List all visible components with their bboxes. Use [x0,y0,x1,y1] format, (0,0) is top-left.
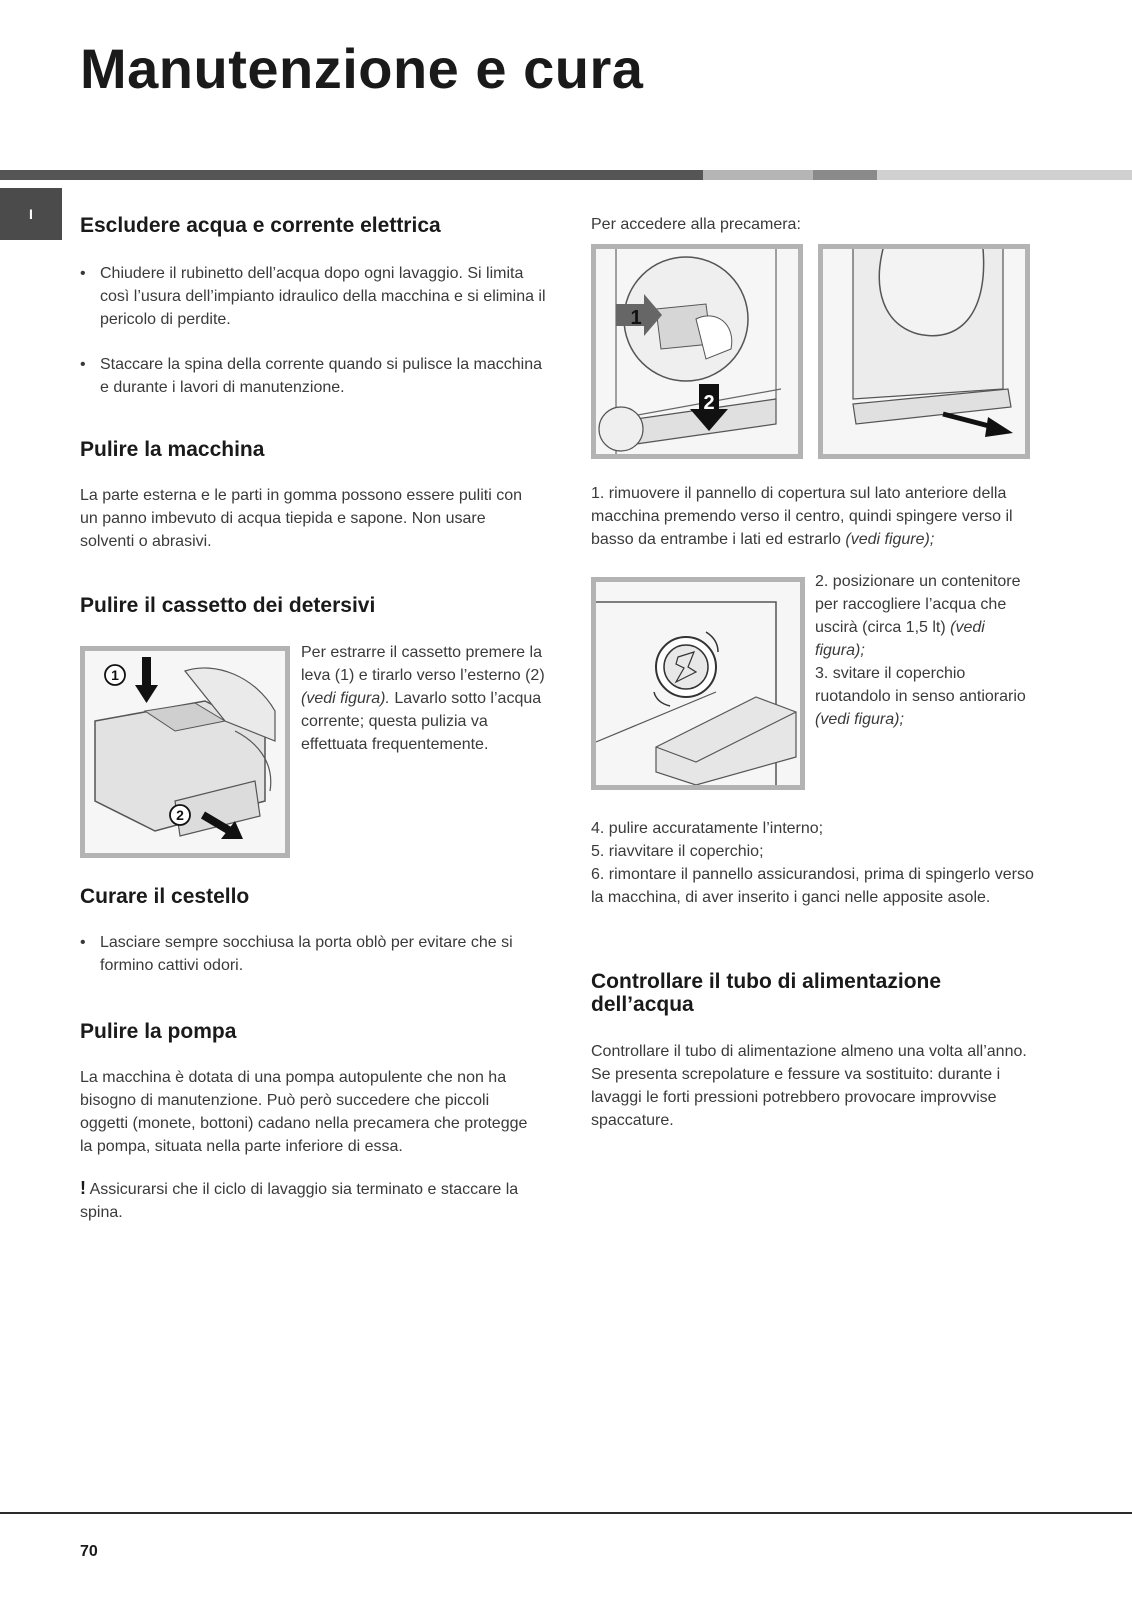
drawer-text-tail: Lavarlo sotto l’acqua corrente; questa pulizia va effettuata frequentemente. [301,690,542,753]
step-2-ref: (vedi figura); [815,619,985,659]
header-bar-light [703,170,813,180]
header-bar-dark [0,170,703,180]
steps-4-6-text [591,817,1036,909]
precamera-intro: Per accedere alla precamera: [591,216,801,233]
footer-rule [0,1512,1132,1514]
supply-hose-text: Controllare il tubo di alimentazione almeno una volta all’anno. Se presenta screpolature e fessure va sostituito: durante i lavaggi le forti pressioni potrebbero provocare improvvise spaccature. [591,1043,1027,1129]
warning-icon: ! [80,1178,86,1198]
pump-warning-text: Assicurarsi che il ciclo di lavaggio sia terminato e staccare la spina. [80,1181,519,1221]
step-3-main: 3. svitare il coperchio ruotandolo in senso antiorario [815,665,1026,705]
step-3-ref: (vedi figura); [815,711,904,728]
drum-care-list [80,931,540,999]
panel-label-1: 1 [630,307,642,329]
language-tab: I [0,188,62,240]
step-5-text: 5. riavvitare il coperchio; [591,843,764,860]
panel-label-2: 2 [703,392,715,414]
pump-cap-figure [591,577,805,790]
step-2-main: 2. posizionare un contenitore per raccogliere l’acqua che uscirà (circa 1,5 lt) [815,573,1021,636]
heading-detergent-drawer: Pulire il cassetto dei detersivi [80,594,376,617]
step-4-text: 4. pulire accuratamente l’interno; [591,820,824,837]
drawer-illustration [85,651,285,853]
list-item: • Chiudere il rubinetto dell’acqua dopo ogni lavaggio. Si limita così l’usura dell’impianto idraulico della macchina e si elimina il pericolo di perdite. [80,262,550,331]
clean-pump-text: La macchina è dotata di una pompa autopulente che non ha bisogno di manutenzione. Può però succedere che piccoli oggetti (monete, bottoni) cadano nella precamera che protegge la pompa, situata nella parte inferiore di essa. [80,1069,528,1155]
heading-clean-machine: Pulire la macchina [80,438,265,461]
drawer-label-2: 2 [176,807,184,823]
steps-2-3-text [815,570,1037,731]
list-item: • Lasciare sempre socchiusa la porta oblò per evitare che si formino cattivi odori. [80,931,540,977]
step-1-ref: (vedi figure); [845,531,935,548]
heading-water-power: Escludere acqua e corrente elettrica [80,214,441,237]
header-bar-pale [877,170,1132,180]
detergent-drawer-text [301,641,546,756]
clean-machine-text: La parte esterna e le parti in gomma possono essere puliti con un panno imbevuto di acqua tiepida e sapone. Non usare solventi o abrasivi. [80,487,523,550]
step-1-main: 1. rimuovere il pannello di copertura sul lato anteriore della macchina premendo verso il centro, quindi spingere verso il basso da entrambe i lati ed estrarlo [591,485,1013,548]
heading-drum-care: Curare il cestello [80,885,250,908]
header-bar-mid [813,170,877,180]
water-power-list [80,262,550,421]
page-title: Manutenzione e cura [80,37,644,100]
panel-pullout-illustration [823,249,1025,454]
drawer-text-ref: (vedi figura). [301,690,390,707]
detergent-drawer-figure [80,646,290,858]
panel-removal-figure-left [591,244,803,459]
step-6-text: 6. rimontare il pannello assicurandosi, prima di spingerlo verso la macchina, di aver inserito i ganci nelle apposite asole. [591,866,1034,906]
panel-removal-illustration [596,249,798,454]
drawer-label-1: 1 [111,667,119,683]
pump-cap-illustration [596,582,800,785]
list-item: • Staccare la spina della corrente quando si pulisce la macchina e durante i lavori di manutenzione. [80,353,550,399]
panel-removal-figure-right [818,244,1030,459]
heading-clean-pump: Pulire la pompa [80,1020,237,1043]
pump-warning [80,1177,540,1224]
heading-supply-hose: Controllare il tubo di alimentazione dell’acqua [591,970,942,1016]
drawer-text-main: Per estrarre il cassetto premere la leva (1) e tirarlo verso l’esterno (2) [301,644,545,684]
page-number: 70 [80,1543,98,1560]
step-1-text [591,482,1036,551]
